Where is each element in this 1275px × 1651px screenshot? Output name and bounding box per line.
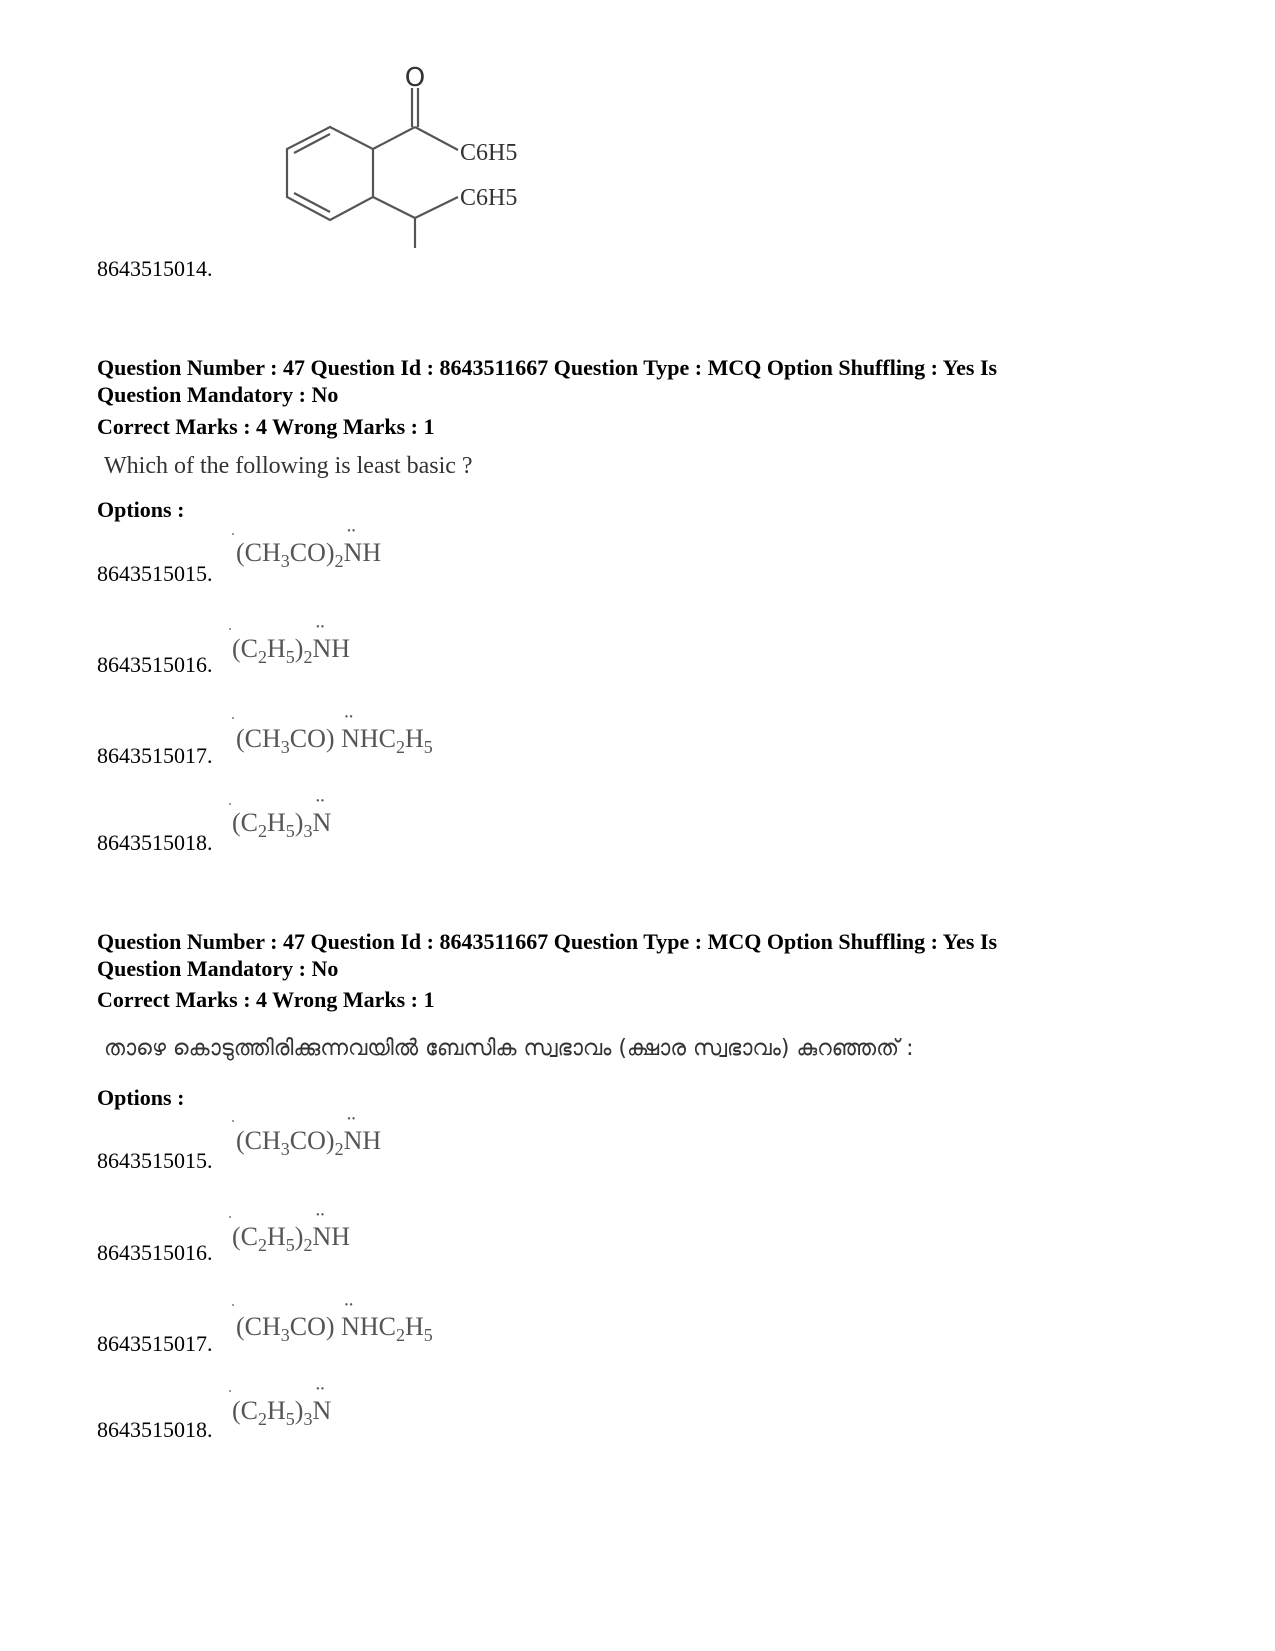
question-text: Which of the following is least basic ? [104,453,473,479]
option-formula: $(CH_3CO)_2\cdot\cdot$ NH [236,1126,381,1160]
options-label: Options : [97,1085,185,1110]
question-meta [97,928,1197,982]
question-meta [97,354,1197,408]
option-formula: $(C_2H_5)_3\cdot\cdot N$ [232,1396,331,1430]
option-id: 8643515016. [97,1240,213,1265]
question-marks: Correct Marks : 4 Wrong Marks : 1 [97,987,435,1012]
structure-image [230,60,518,260]
option-id: 8643515018. [97,830,213,855]
question-meta-line2: Question Mandatory : No [97,382,339,407]
option-id: 8643515015. [97,561,213,586]
option-id: 8643515018. [97,1417,213,1442]
question-meta-line2: Question Mandatory : No [97,956,339,981]
option-formula: $(C_2H_5)_3\cdot\cdot N$ [232,808,331,842]
option-id: 8643515016. [97,652,213,677]
option-id: 8643515014. [97,256,213,281]
option-id: 8643515017. [97,1331,213,1356]
question-marks: Correct Marks : 4 Wrong Marks : 1 [97,414,435,439]
option-formula: $(C_2H_5)_2\cdot\cdot$ NH [232,634,350,668]
substituent-bottom: C6H5 [460,185,518,211]
option-formula: $(CH_3CO) \cdot\cdot NHC_2H_5$ [236,724,433,758]
option-id: 8643515015. [97,1148,213,1173]
substituent-top: C6H5 [460,140,518,166]
option-formula: $(CH_3CO) \cdot\cdot NHC_2H_5$ [236,1312,433,1346]
option-formula: $(CH_3CO)_2\cdot\cdot$ NH [236,538,381,572]
option-formula: $(C_2H_5)_2\cdot\cdot$ NH [232,1222,350,1256]
option-id: 8643515017. [97,743,213,768]
question-meta-line1: Question Number : 47 Question Id : 8643511667 Question Type : MCQ Option Shuffling : Yes Is [97,929,998,954]
benzene-ketone-structure [230,60,518,260]
oxygen-atom-label: O [404,63,426,93]
question-text: താഴെ കൊടുത്തിരിക്കുന്നവയിൽ ബേസിക സ്വഭാവം (ക്ഷാര സ്വഭാവം) കുറഞ്ഞത് : [104,1036,914,1061]
options-label: Options : [97,497,185,522]
question-meta-line1: Question Number : 47 Question Id : 8643511667 Question Type : MCQ Option Shuffling : Yes Is [97,355,998,380]
